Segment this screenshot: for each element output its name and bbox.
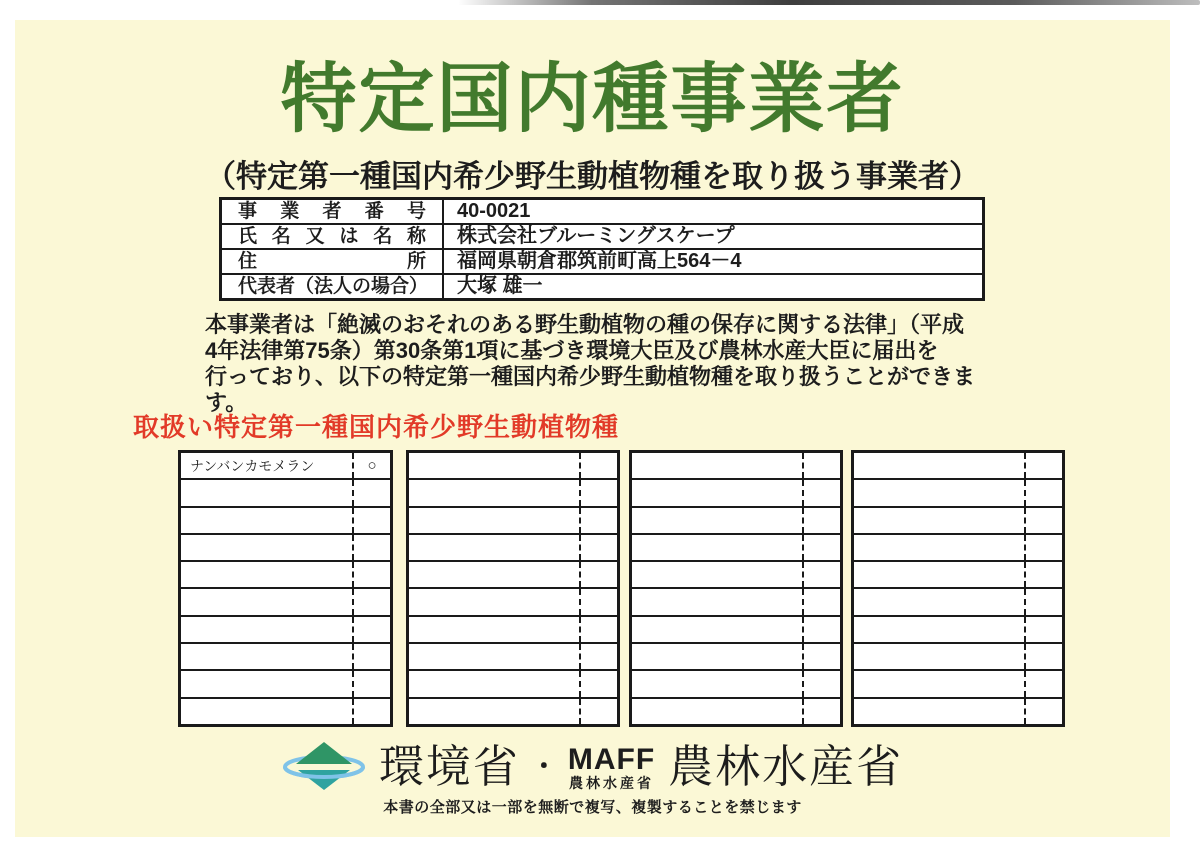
species-mark-cell (352, 617, 390, 642)
species-table-2 (406, 450, 620, 727)
table-row (222, 248, 982, 273)
species-mark-cell (1024, 699, 1062, 724)
species-row (409, 508, 617, 535)
species-name-cell (632, 508, 802, 533)
species-mark-cell (1024, 535, 1062, 560)
species-row (181, 699, 390, 724)
table-row (222, 223, 982, 248)
address-label: 住所 (222, 250, 444, 273)
species-name-cell (409, 508, 579, 533)
species-row (181, 453, 390, 480)
species-mark-cell (802, 535, 840, 560)
species-row (409, 562, 617, 589)
species-row (632, 671, 840, 698)
species-name-cell (409, 453, 579, 478)
species-name-cell (632, 535, 802, 560)
species-mark-cell (352, 671, 390, 696)
species-name-cell (854, 480, 1024, 505)
species-name-cell (181, 617, 352, 642)
species-name-cell (409, 699, 579, 724)
species-name-cell (409, 589, 579, 614)
species-row (854, 617, 1062, 644)
species-row (181, 508, 390, 535)
species-name-cell (632, 589, 802, 614)
species-row (181, 589, 390, 616)
species-mark-cell (579, 671, 617, 696)
species-row (409, 589, 617, 616)
species-row (409, 617, 617, 644)
species-name-cell (854, 671, 1024, 696)
environment-ministry-logo-icon (282, 740, 366, 792)
business-name-label: 氏名又は名称 (222, 225, 444, 248)
species-row (409, 699, 617, 724)
species-mark-cell (802, 617, 840, 642)
certificate-subtitle: （特定第一種国内希少野生動植物種を取り扱う事業者） (205, 159, 980, 194)
species-mark-cell (579, 589, 617, 614)
species-mark-cell (802, 453, 840, 478)
species-row (409, 535, 617, 562)
species-name-cell (854, 508, 1024, 533)
table-row (222, 273, 982, 298)
species-row (632, 562, 840, 589)
species-name-cell (854, 562, 1024, 587)
species-row (181, 562, 390, 589)
species-table-4 (851, 450, 1065, 727)
certificate-sheet (15, 20, 1170, 837)
species-mark-cell (579, 453, 617, 478)
species-mark-cell (1024, 508, 1062, 533)
species-mark-cell (1024, 671, 1062, 696)
species-name-cell (632, 644, 802, 669)
species-name-cell (181, 562, 352, 587)
species-mark-cell (352, 589, 390, 614)
species-mark-cell (352, 535, 390, 560)
species-row (181, 480, 390, 507)
species-name-cell (854, 535, 1024, 560)
species-name-cell (181, 508, 352, 533)
species-name-cell: ナンバンカモメラン (190, 457, 315, 474)
species-row (632, 535, 840, 562)
species-row (854, 453, 1062, 480)
species-table-1 (178, 450, 393, 727)
species-row (632, 453, 840, 480)
species-name-cell (409, 671, 579, 696)
species-row (854, 589, 1062, 616)
maff-acronym-sub-label: 農林水産省 (569, 774, 654, 791)
species-mark-cell (352, 562, 390, 587)
species-name-cell (181, 535, 352, 560)
species-row (181, 535, 390, 562)
business-info-table (219, 197, 985, 301)
species-name-cell (632, 617, 802, 642)
legal-declaration (205, 312, 1005, 416)
species-row (632, 699, 840, 724)
species-name-cell (854, 699, 1024, 724)
species-mark-cell (802, 699, 840, 724)
species-mark-cell (802, 508, 840, 533)
ministry-footer (15, 738, 1170, 794)
copy-prohibition-notice: 本書の全部又は一部を無断で複写、複製することを禁じます (383, 799, 802, 816)
species-name-cell (409, 644, 579, 669)
species-mark-cell (579, 508, 617, 533)
representative-value: 大塚 雄一 (457, 275, 543, 297)
species-name-cell (181, 589, 352, 614)
species-row (632, 480, 840, 507)
species-name-cell (181, 480, 352, 505)
scanner-edge-artifact (458, 0, 1200, 5)
species-mark-cell (1024, 644, 1062, 669)
species-row (181, 644, 390, 671)
species-row (854, 480, 1062, 507)
species-mark-cell (579, 480, 617, 505)
species-name-cell (409, 535, 579, 560)
species-mark-cell (352, 699, 390, 724)
maff-label: 農林水産省 (668, 740, 904, 792)
species-row (181, 617, 390, 644)
species-mark-cell (1024, 453, 1062, 478)
species-row (409, 644, 617, 671)
business-number-label: 事業者番号 (222, 200, 444, 223)
species-row (632, 644, 840, 671)
species-section-heading: 取扱い特定第一種国内希少野生動植物種 (133, 412, 620, 442)
species-row (854, 562, 1062, 589)
species-row (409, 480, 617, 507)
species-mark-cell (579, 699, 617, 724)
species-row (409, 671, 617, 698)
declaration-line: 4年法律第75条）第30条第1項に基づき環境大臣及び農林水産大臣に届出を (205, 338, 939, 363)
address-value: 福岡県朝倉郡筑前町高上564－4 (457, 250, 742, 272)
business-name-value: 株式会社ブルーミングスケープ (457, 225, 735, 247)
species-row (854, 671, 1062, 698)
species-mark-cell (579, 617, 617, 642)
species-row (854, 699, 1062, 724)
species-grid (178, 450, 1066, 727)
species-name-cell (632, 699, 802, 724)
species-mark-cell (1024, 589, 1062, 614)
species-row (181, 671, 390, 698)
species-mark-cell (802, 644, 840, 669)
species-mark-cell (1024, 617, 1062, 642)
species-name-cell (409, 617, 579, 642)
species-row (854, 508, 1062, 535)
species-mark-cell: ○ (352, 453, 390, 478)
table-row (222, 200, 982, 223)
species-name-cell (409, 562, 579, 587)
species-name-cell (854, 644, 1024, 669)
species-name-cell (854, 617, 1024, 642)
certificate-title: 特定国内種事業者 (280, 57, 905, 142)
species-name-cell (632, 671, 802, 696)
species-name-cell (854, 453, 1024, 478)
species-row (632, 508, 840, 535)
species-name-cell (632, 562, 802, 587)
species-mark-cell (802, 480, 840, 505)
species-mark-cell (579, 535, 617, 560)
species-name-cell (854, 589, 1024, 614)
species-mark-cell (1024, 562, 1062, 587)
species-name-cell (632, 453, 802, 478)
species-mark-cell (579, 562, 617, 587)
species-row (409, 453, 617, 480)
species-mark-cell (802, 671, 840, 696)
species-name-cell (181, 644, 352, 669)
species-row (854, 644, 1062, 671)
species-mark-cell (352, 508, 390, 533)
species-mark-cell (352, 644, 390, 669)
species-mark-cell (802, 589, 840, 614)
species-name-cell (409, 480, 579, 505)
species-mark-cell (802, 562, 840, 587)
species-row (632, 589, 840, 616)
representative-label: 代表者（法人の場合） (222, 275, 444, 298)
declaration-line: 行っており、以下の特定第一種国内希少野生動植物種を取り扱うことができます。 (205, 364, 976, 415)
species-row (632, 617, 840, 644)
footer-separator-dot: ・ (530, 751, 557, 781)
business-number-value: 40-0021 (457, 200, 531, 222)
declaration-line: 本事業者は「絶滅のおそれのある野生動植物の種の保存に関する法律」（平成 (205, 312, 965, 337)
species-name-cell (181, 671, 352, 696)
species-mark-cell (1024, 480, 1062, 505)
species-table-3 (629, 450, 843, 727)
species-mark-cell (352, 480, 390, 505)
species-name-cell (181, 699, 352, 724)
species-mark-cell (579, 644, 617, 669)
species-name-cell (632, 480, 802, 505)
maff-acronym: MAFF (567, 742, 656, 776)
maff-logo (567, 742, 656, 792)
species-row (854, 535, 1062, 562)
moe-label: 環境省 (378, 740, 520, 792)
